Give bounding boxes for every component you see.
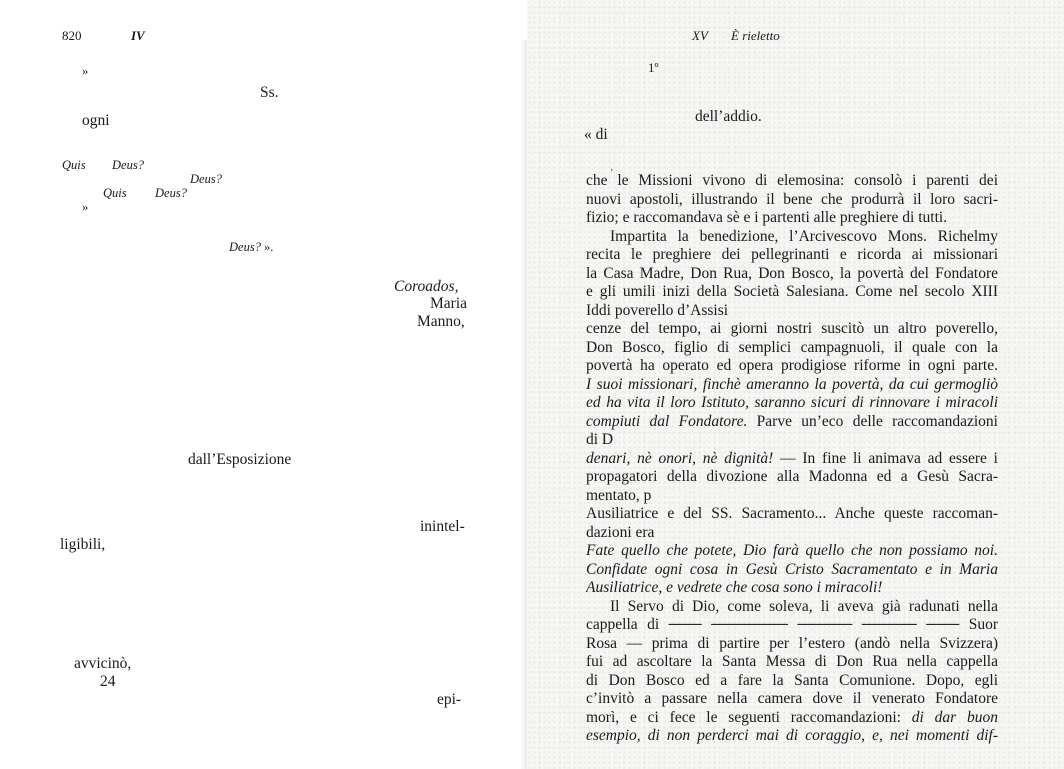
body-line: Rosa — prima di partire per l’estero (andò nella Svizzera): [586, 634, 998, 652]
body-line: propagatori della divozione alla Madonna ed a Gesù Sacra-: [586, 468, 998, 485]
quote-mark: »: [82, 200, 89, 214]
fragment-ogni: ogni: [82, 112, 110, 129]
body-line: Fate quello che potete, Dio farà quello che non possiamo noi.: [586, 542, 998, 559]
body-line: recita le preghiere dei pellegrinanti e ricorda ai missionari: [586, 246, 998, 263]
body-line: ed ha vita il loro Istituto, saranno sicuri di rinnovare i miracoli: [586, 394, 998, 411]
body-line: di Don Bosco ed a fare la Santa Comunione. Dopo, egli: [586, 671, 998, 689]
fragment-quote-close: ».: [264, 240, 274, 254]
fragment-deus: Deus?: [190, 172, 222, 186]
fragment-deus: Deus?: [112, 158, 144, 172]
body-line: e gli umili inizi della Società Salesiana. Come nel secolo XIII: [586, 283, 998, 300]
left-page: [0, 0, 527, 769]
fragment-ligibili: ligibili,: [60, 536, 106, 553]
running-head-numeral: XV: [692, 28, 708, 43]
body-line: denari, nè onori, nè dignità! — In fine li animava ad essere i: [586, 449, 998, 467]
body-line: fui ad ascoltare la Santa Messa di Don Rua nella cappella: [586, 653, 998, 670]
fragment-coroados: Coroados,: [394, 278, 459, 295]
fragment-maria: Maria: [430, 295, 468, 312]
fragment-epi: epi-: [437, 691, 462, 708]
body-line: cappella di ─── ─────── ───── ───── ─── Suor: [586, 616, 998, 633]
fragment-quis: Quis: [62, 158, 86, 172]
body-line: Impartita la benedizione, l’Arcivescovo Mons. Richelmy: [610, 227, 998, 245]
fragment-inintel: inintel-: [420, 518, 465, 535]
body-line: compiuti dal Fondatore. Parve un’eco delle raccomandazioni: [586, 412, 998, 430]
body-line: la Casa Madre, Don Rua, Don Bosco, la povertà del Fondatore: [586, 264, 998, 282]
body-line: morì, e ci fece le seguenti raccomandazioni: di dar buon: [586, 708, 998, 726]
body-line: Ausiliatrice e del SS. Sacramento... Anche queste raccoman-: [586, 505, 998, 522]
body-line: cenze del tempo, ai giorni nostri suscitò un altro poverello,: [586, 320, 998, 337]
fragment-deus: Deus?: [155, 186, 187, 200]
body-line: di D: [586, 431, 614, 448]
fragment-addio: dell’addio.: [695, 108, 762, 125]
body-line: dazioni era: [586, 523, 655, 541]
fragment-ss: Ss.: [260, 84, 279, 101]
fragment-di-open: « di: [584, 126, 608, 143]
page-number: 820: [62, 28, 82, 43]
body-line: Ausiliatrice, e vedrete che cosa sono i miracoli!: [586, 579, 883, 596]
body-line: Iddi poverello d’Assisi: [586, 301, 729, 319]
signature-mark: 24: [100, 673, 116, 690]
superscript-note: 1º: [648, 60, 659, 75]
body-line: mentato, p: [586, 486, 652, 504]
body-line: c’invitò a passare nella camera dove il venerato Fondatore: [586, 690, 998, 707]
body-line: nuovi apostoli, illustrando il bene che produrrà il loro sacri-: [586, 190, 998, 208]
body-line: Confidate ogni cosa in Gesù Cristo Sacramentato e in Maria: [586, 560, 998, 578]
body-line: povertà ha operato ed opera prodigiose riforme in ogni parte.: [586, 357, 998, 374]
body-line: che le Missioni vivono di elemosina: consolò i parenti dei: [586, 172, 998, 189]
body-line: I suoi missionari, finchè ameranno la povertà, da cui germogliò: [586, 375, 998, 393]
running-head-title: È rieletto: [731, 28, 780, 43]
body-line: fizio; e raccomandava sè e i partenti alle preghiere di tutti.: [586, 209, 948, 226]
fragment-manno: Manno,: [417, 313, 465, 330]
fragment-quis: Quis: [103, 186, 127, 200]
quote-mark: »: [82, 64, 89, 78]
fragment-esposizione: dall’Esposizione: [188, 451, 292, 468]
body-line: Don Bosco, figlio di semplici campagnuoli, il quale con la: [586, 338, 998, 356]
body-line: esempio, di non perderci mai di coraggio, e, nei momenti dif-: [586, 727, 998, 744]
chapter-numeral: IV: [131, 28, 145, 43]
fragment-avvicino: avvicinò,: [74, 655, 132, 672]
body-line: Il Servo di Dio, come soleva, li aveva già radunati nella: [610, 597, 998, 615]
fragment-deus: Deus?: [229, 240, 261, 254]
main-body-text: [586, 172, 998, 746]
